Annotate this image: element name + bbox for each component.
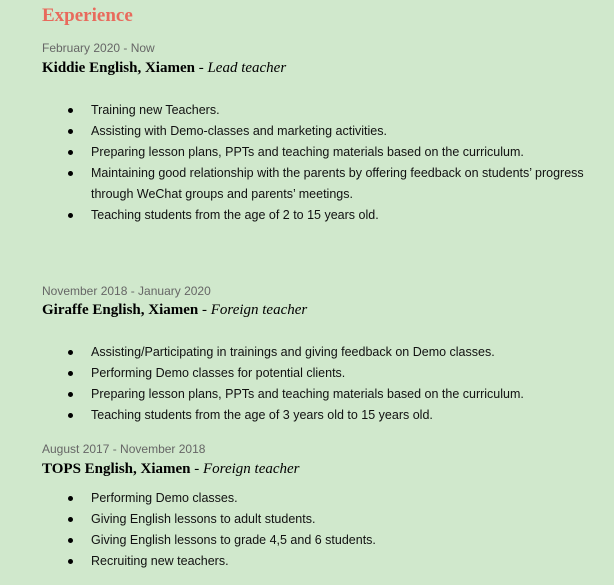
list-item: Performing Demo classes. [0, 488, 601, 509]
list-item: Training new Teachers. [0, 100, 601, 121]
section-title: Experience [42, 5, 133, 26]
list-item: Giving English lessons to grade 4,5 and 6 students. [0, 530, 601, 551]
entry-1-heading [42, 59, 286, 77]
list-item: Assisting/Participating in trainings and giving feedback on Demo classes. [0, 342, 601, 363]
list-item: Performing Demo classes for potential clients. [0, 363, 601, 384]
entry-2-role: Foreign teacher [210, 302, 308, 318]
entry-1-separator: - [194, 60, 208, 76]
list-item: Recruiting new teachers. [0, 551, 601, 572]
entry-1-role: Lead teacher [207, 60, 287, 76]
entry-3-heading [42, 460, 300, 478]
entry-1-company: Kiddie English, Xiamen [42, 60, 195, 76]
list-item: Giving English lessons to adult students. [0, 509, 601, 530]
entry-2-date: November 2018 - January 2020 [42, 284, 211, 298]
list-item: Teaching students from the age of 2 to 15 years old. [0, 205, 601, 226]
entry-3-separator: - [190, 461, 204, 477]
list-item: Preparing lesson plans, PPTs and teaching materials based on the curriculum. [0, 142, 601, 163]
list-item: Teaching students from the age of 3 years old to 15 years old. [0, 405, 601, 426]
list-item: Maintaining good relationship with the parents by offering feedback on students’ progress through WeChat groups and parents’ meetings. [0, 163, 601, 205]
entry-2-company: Giraffe English, Xiamen [42, 302, 199, 318]
entry-2-separator: - [198, 302, 211, 318]
entry-3-date: August 2017 - November 2018 [42, 442, 206, 456]
entry-1-duties-list [0, 100, 601, 226]
entry-3-duties-list [0, 488, 601, 572]
list-item: Preparing lesson plans, PPTs and teaching materials based on the curriculum. [0, 384, 601, 405]
entry-3-role: Foreign teacher [203, 461, 300, 477]
entry-2-duties-list [0, 342, 601, 426]
entry-2-heading [42, 301, 307, 319]
entry-1-date: February 2020 - Now [42, 41, 155, 55]
entry-3-company: TOPS English, Xiamen [42, 461, 191, 477]
list-item: Assisting with Demo-classes and marketing activities. [0, 121, 601, 142]
